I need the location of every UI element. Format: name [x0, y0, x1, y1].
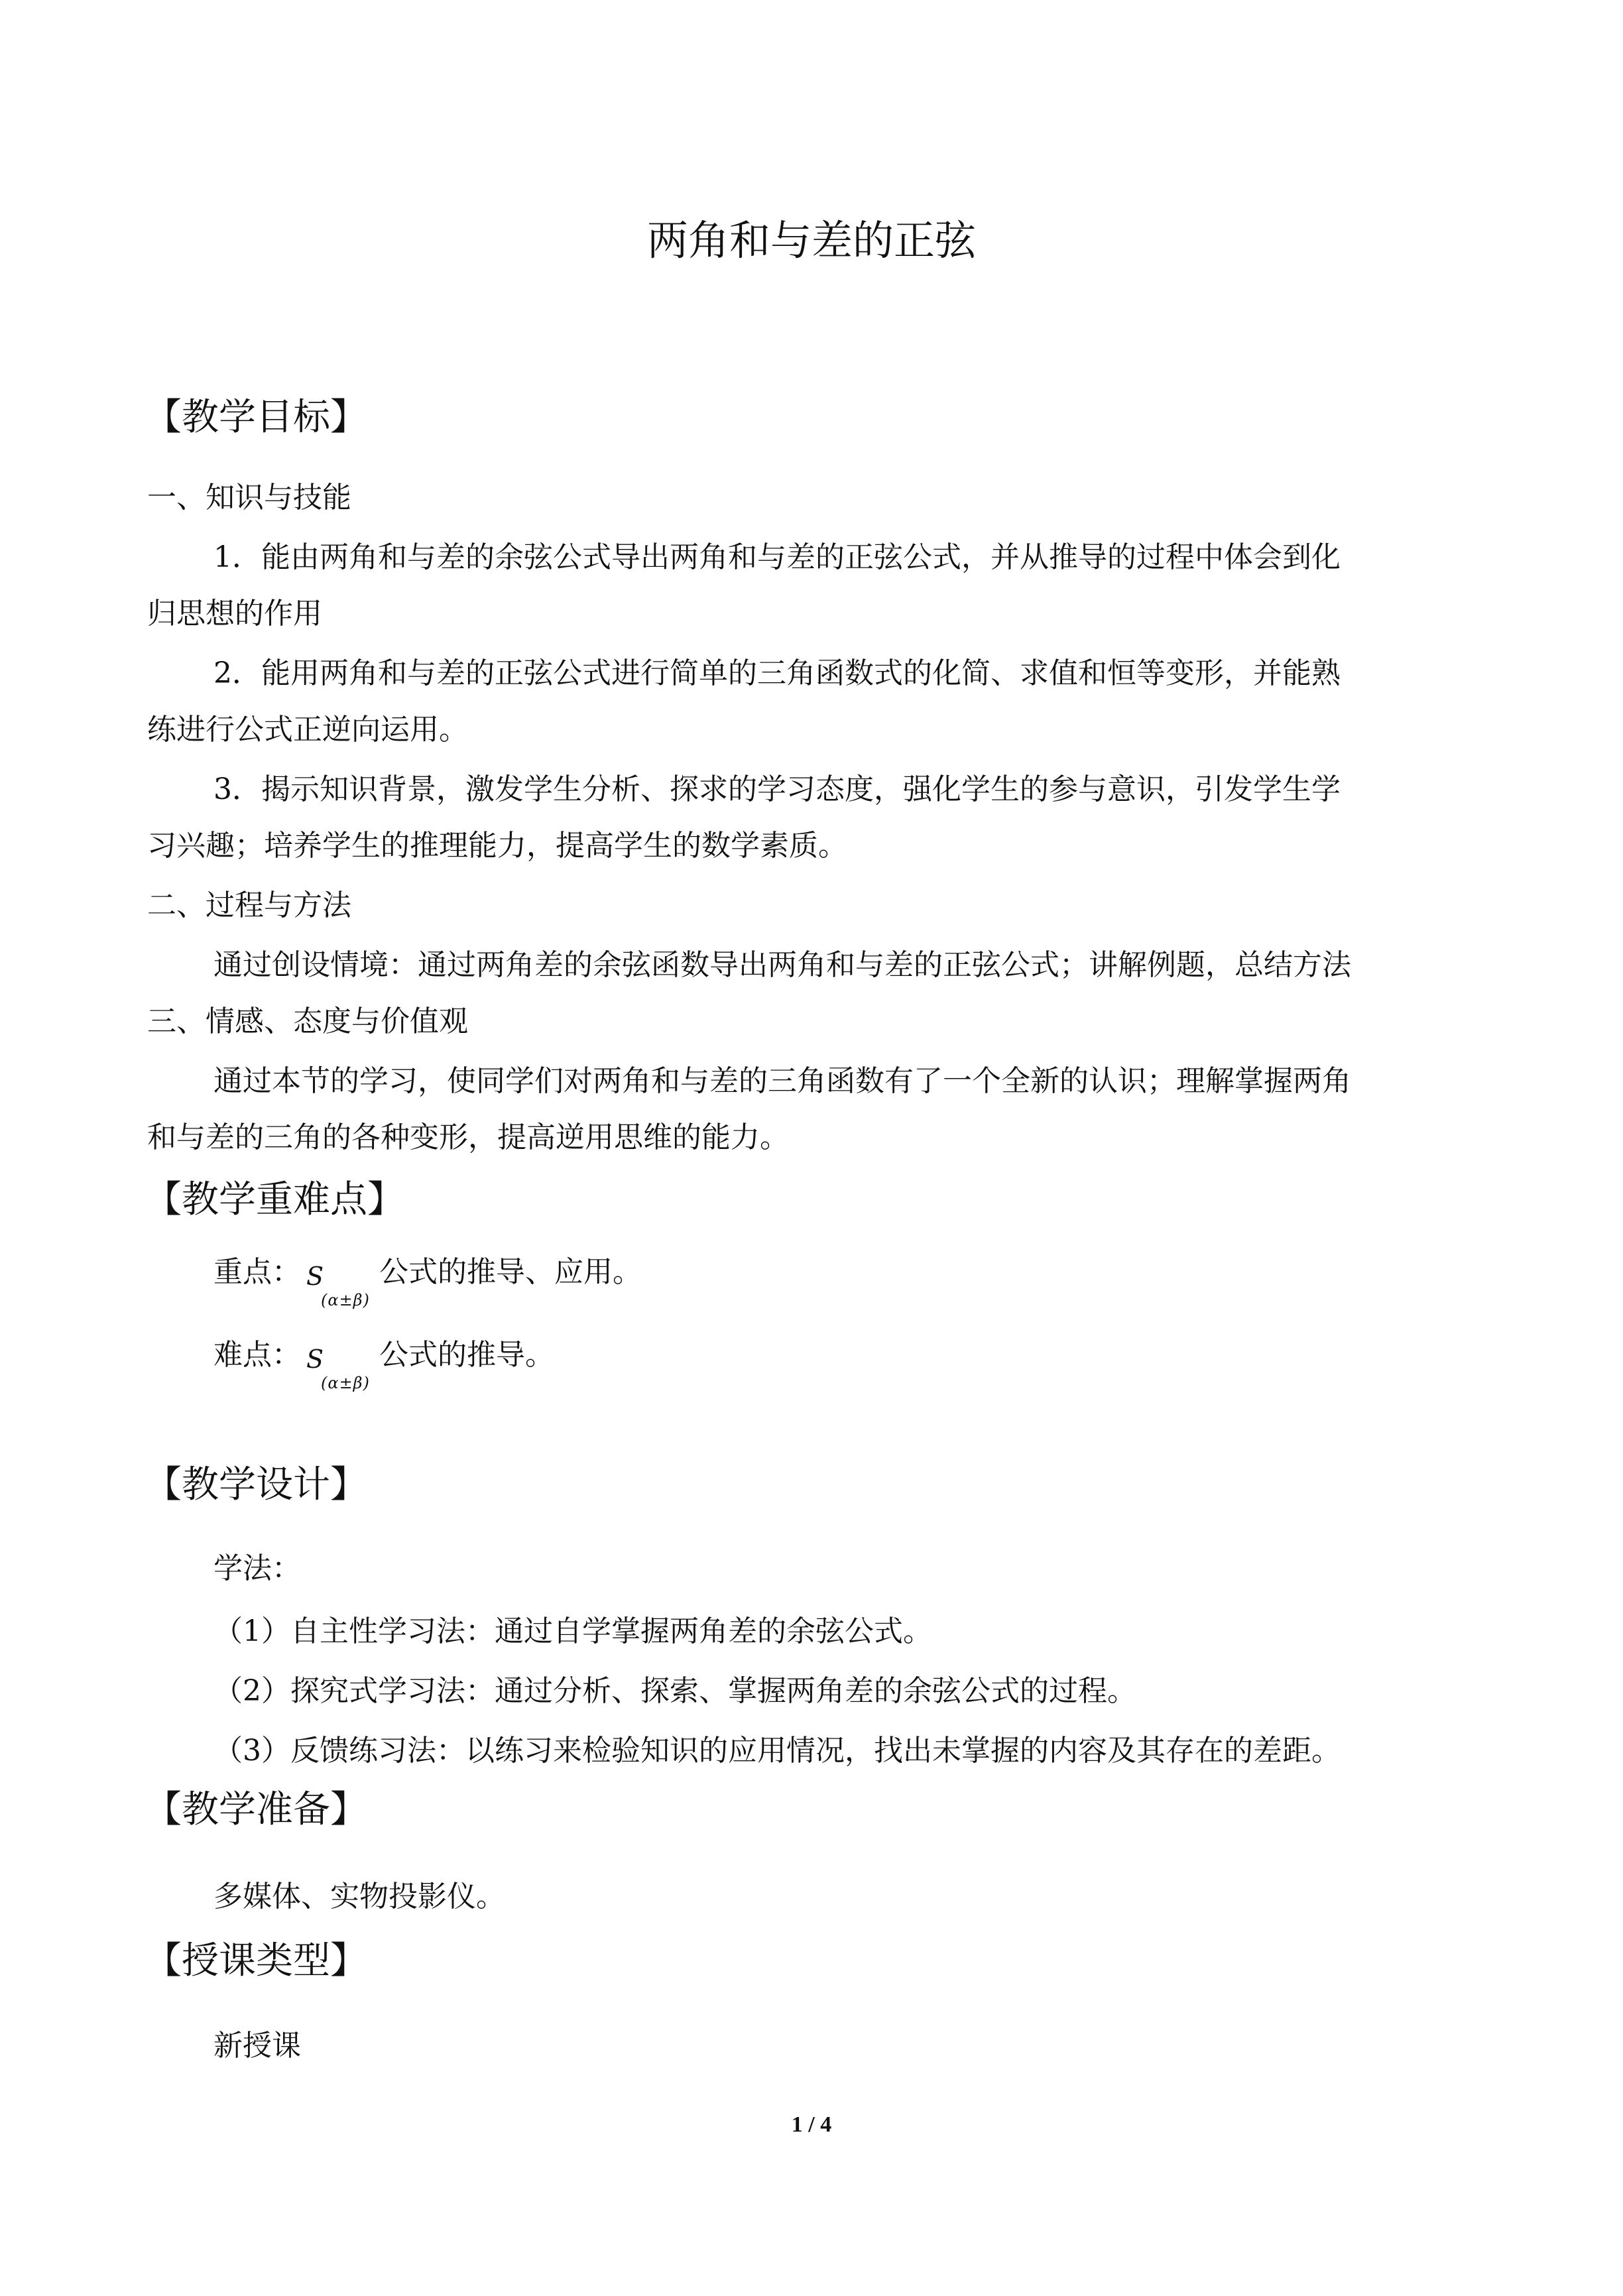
objective-item-2-line-1: 2．能用两角和与差的正弦公式进行简单的三角函数式的化简、求值和恒等变形，并能熟: [213, 656, 1341, 690]
design-heading: 【教学设计】: [145, 1463, 367, 1506]
preparation-heading: 【教学准备】: [145, 1788, 367, 1831]
method-label: 学法：: [213, 1551, 301, 1585]
process-text: 通过创设情境：通过两角差的余弦函数导出两角和与差的正弦公式；讲解例题，总结方法: [213, 948, 1351, 982]
lesson-type-text: 新授课: [213, 2029, 301, 2063]
objective-item-2-line-2: 练进行公式正逆向运用。: [147, 713, 468, 747]
objective-item-1-line-2: 归思想的作用: [147, 597, 322, 631]
focus-label: 重点：: [213, 1255, 301, 1289]
preparation-text: 多媒体、实物投影仪。: [213, 1880, 505, 1913]
difficulty-label: 难点：: [213, 1338, 301, 1372]
page-number: 1 / 4: [791, 2112, 832, 2137]
objectives-heading: 【教学目标】: [145, 396, 367, 439]
lesson-type-heading: 【授课类型】: [145, 1939, 367, 1982]
process-title: 二、过程与方法: [147, 888, 351, 922]
objective-item-1-line-1: 1．能由两角和与差的余弦公式导出两角和与差的正弦公式，并从推导的过程中体会到化: [213, 540, 1341, 574]
difficulty-line: [213, 1333, 554, 1392]
emotion-text-line-2: 和与差的三角的各种变形，提高逆用思维的能力。: [147, 1120, 789, 1154]
key-points-heading: 【教学重难点】: [145, 1178, 404, 1221]
knowledge-title: 一、知识与技能: [147, 481, 351, 514]
focus-line: [213, 1250, 642, 1309]
design-item-2: （2）探究式学习法：通过分析、探索、掌握两角差的余弦公式的过程。: [213, 1674, 1136, 1708]
emotion-title: 三、情感、态度与价值观: [147, 1004, 468, 1038]
difficulty-text: 公式的推导。: [379, 1338, 554, 1372]
objective-item-3-line-1: 3．揭示知识背景，激发学生分析、探求的学习态度，强化学生的参与意识，引发学生学: [213, 772, 1341, 806]
objective-item-3-line-2: 习兴趣；培养学生的推理能力，提高学生的数学素质。: [147, 829, 847, 863]
sum-difference-sine-formula-symbol: S (α±β): [306, 1262, 370, 1309]
sum-difference-sine-formula-symbol: S (α±β): [306, 1345, 370, 1392]
design-item-1: （1）自主性学习法：通过自学掌握两角差的余弦公式。: [213, 1614, 932, 1648]
document-title: 两角和与差的正弦: [646, 216, 976, 265]
focus-text: 公式的推导、应用。: [379, 1255, 642, 1289]
design-item-3: （3）反馈练习法：以练习来检验知识的应用情况，找出未掌握的内容及其存在的差距。: [213, 1734, 1341, 1768]
emotion-text-line-1: 通过本节的学习，使同学们对两角和与差的三角函数有了一个全新的认识；理解掌握两角: [213, 1064, 1351, 1098]
